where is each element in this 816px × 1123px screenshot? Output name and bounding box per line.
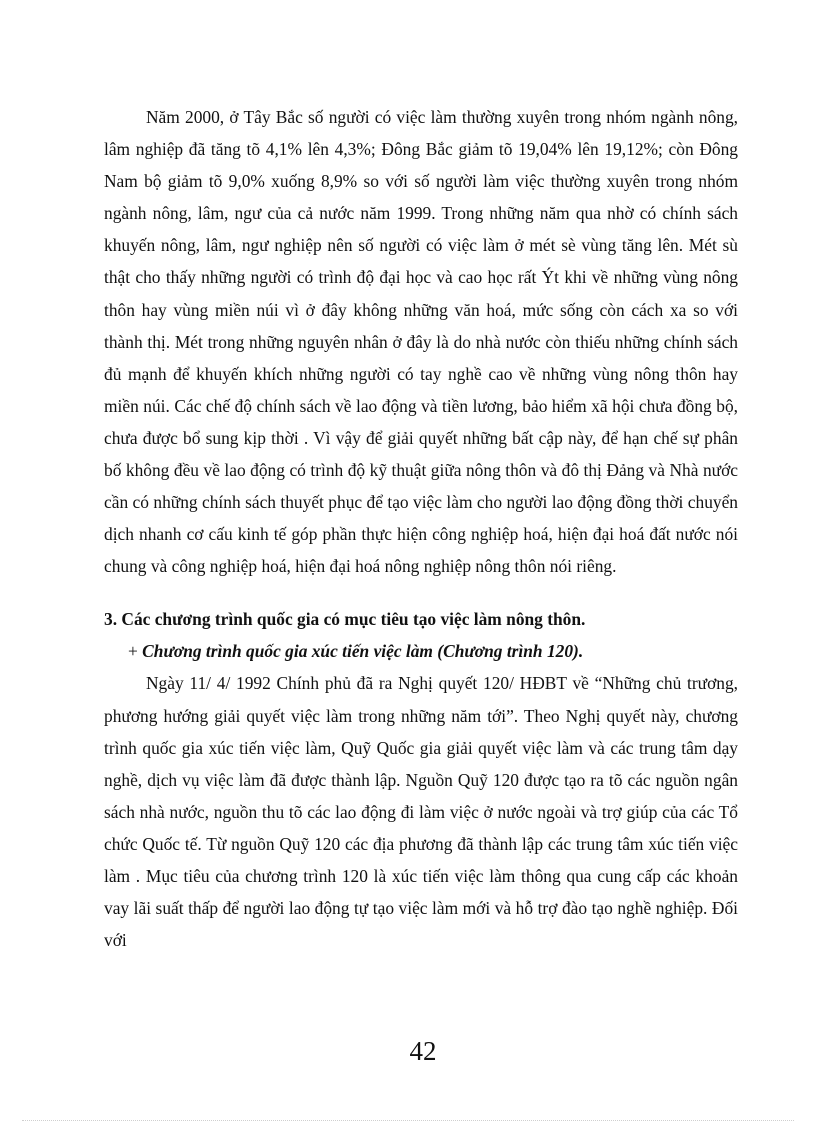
body-paragraph: Ngày 11/ 4/ 1992 Chính phủ đã ra Nghị quyết 120/ HĐBT về “Những chủ trương, phương hướng giải quyết việc làm trong những năm tới”. Theo Nghị quyết này, chương trình quốc gia xúc tiến việc làm, Quỹ Quốc gia giải quyết việc làm và các trung tâm dạy nghề, dịch vụ việc làm đã được thành lập. Nguồn Quỹ 120 được tạo ra tõ các nguồn ngân sách nhà nước, nguồn thu tõ các lao động đi làm việc ở nước ngoài và trợ giúp của các Tổ chức Quốc tế. Từ nguồn Quỹ 120 các địa phương đã thành lập các trung tâm xúc tiến việc làm . Mục tiêu của chương trình 120 là xúc tiến việc làm thông qua cung cấp các khoản vay lãi suất thấp để người lao động tự tạo việc làm mới và hỗ trợ đào tạo nghề nghiệp. Đối với	[104, 673, 738, 951]
subheading-text: Chương trình quốc gia xúc tiến việc làm (Chương trình 120).	[142, 641, 584, 662]
page-number: 42	[409, 1036, 437, 1066]
subsection-heading	[104, 635, 738, 667]
section-heading: 3. Các chương trình quốc gia có mục tiêu tạo việc làm nông thôn.	[104, 609, 586, 630]
subheading-bullet: +	[128, 641, 138, 662]
page-body	[104, 101, 738, 956]
footer-divider	[22, 1120, 794, 1121]
body-paragraph: Năm 2000, ở Tây Bắc số người có việc làm thường xuyên trong nhóm ngành nông, lâm nghiệp đã tăng tõ 4,1% lên 4,3%; Đông Bắc giảm tõ 19,04% lên 19,12%; còn Đông Nam bộ giảm tõ 9,0% xuống 8,9% so với số người làm việc thường xuyên trong nhóm ngành nông, lâm, ngư của cả nước năm 1999. Trong những năm qua nhờ có chính sách khuyến nông, lâm, ngư nghiệp nên số người có việc làm ở mét sè vùng tăng lên. Mét sù thật cho thấy những người có trình độ đại học và cao học rất Ýt khi về những vùng nông thôn hay vùng miền núi vì ở đây không những văn hoá, mức sống còn cách xa so với thành thị. Mét trong những nguyên nhân ở đây là do nhà nước còn thiếu những chính sách đủ mạnh để khuyến khích những người có tay nghề cao về những vùng nông thôn hay miền núi. Các chế độ chính sách về lao động và tiền lương, bảo hiểm xã hội chưa đồng bộ, chưa được bổ sung kịp thời . Vì vậy để giải quyết những bất cập này, để hạn chế sự phân bố không đều về lao động có trình độ kỹ thuật giữa nông thôn và đô thị Đảng và Nhà nước cần có những chính sách thuyết phục để tạo việc làm cho người lao động đồng thời chuyển dịch nhanh cơ cấu kinh tế góp phần thực hiện công nghiệp hoá, hiện đại hoá đất nước nói chung và công nghiệp hoá, hiện đại hoá nông nghiệp nông thôn nói riêng.	[104, 107, 738, 577]
